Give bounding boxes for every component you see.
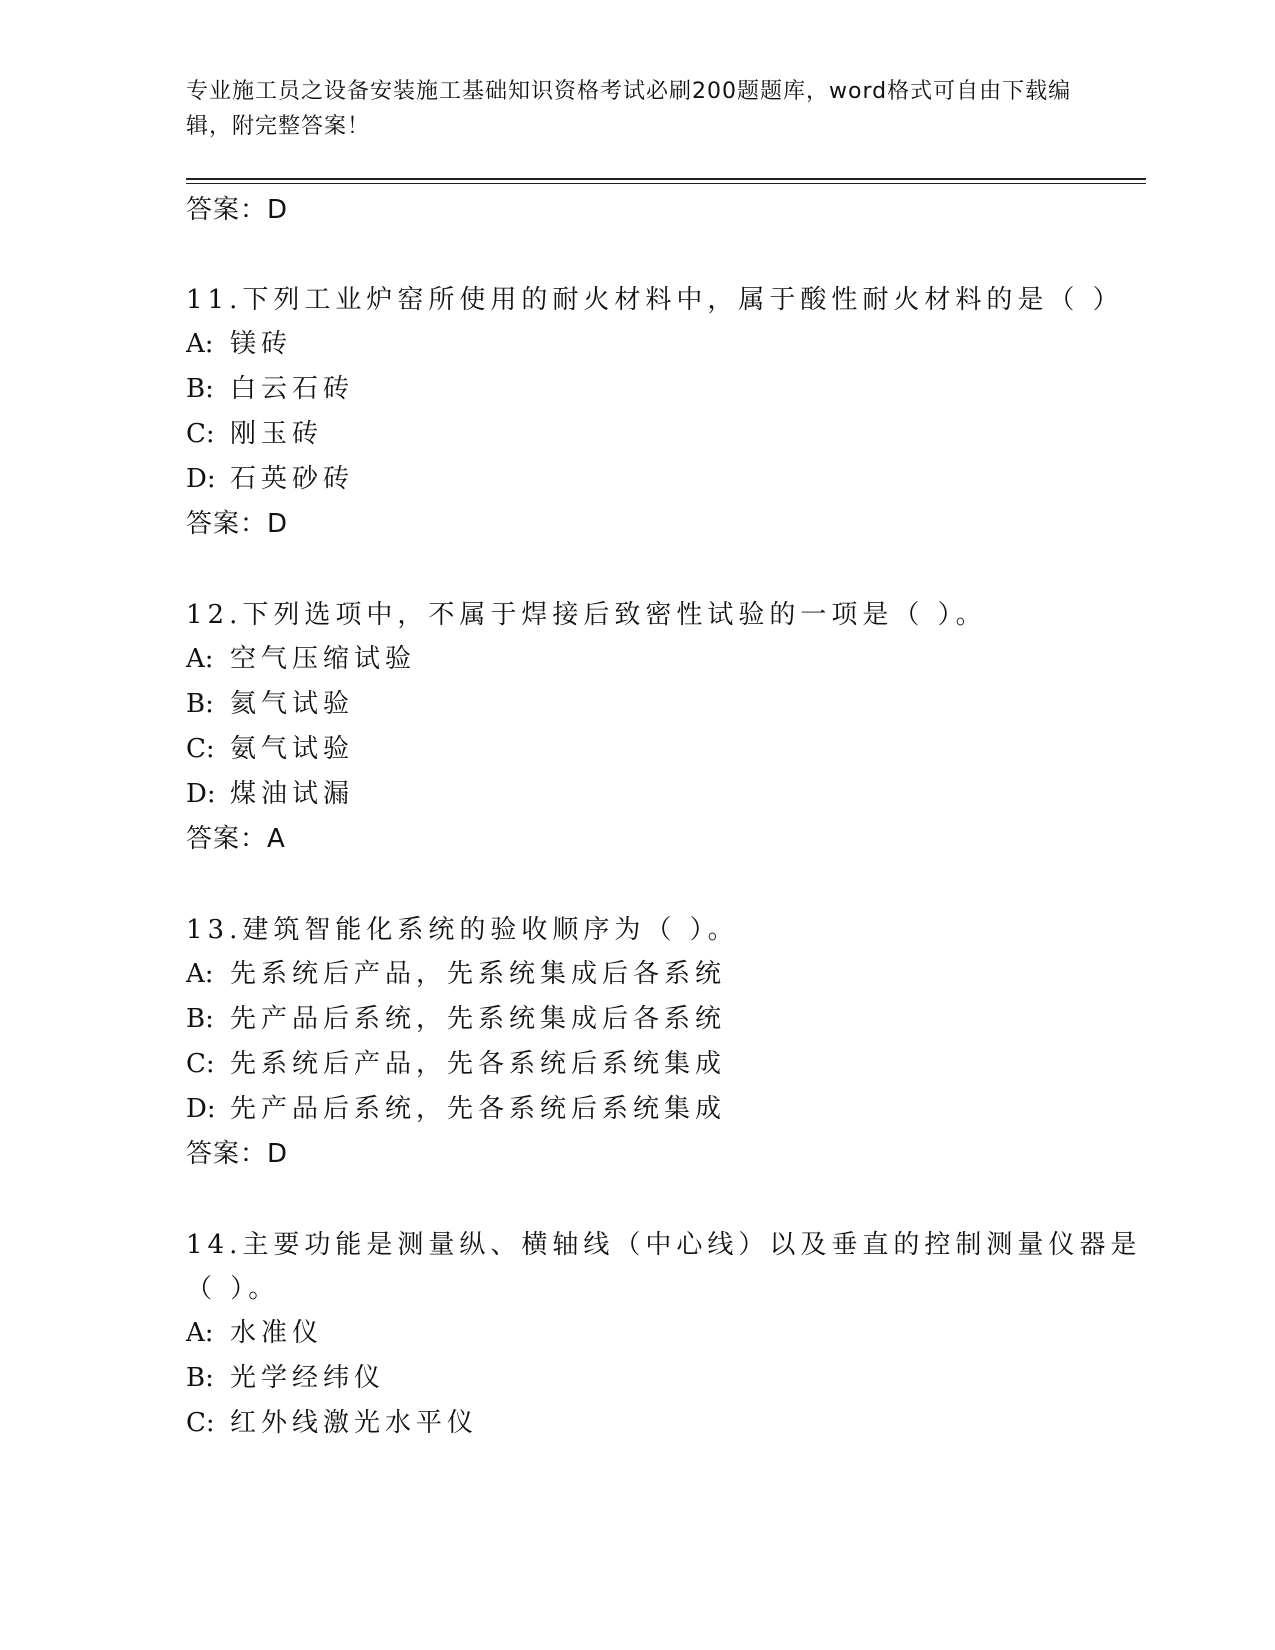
option-key: D: (186, 1094, 216, 1124)
option-text: 氦气试验 (230, 689, 355, 719)
option-text: 煤油试漏 (230, 779, 355, 809)
question-answer: 答案：D (186, 509, 289, 539)
question-stem: 14.主要功能是测量纵、横轴线（中心线）以及垂直的控制测量仪器是（ ）。 (186, 1230, 1142, 1304)
option-key: A: (186, 1318, 214, 1348)
question-item (186, 1223, 1146, 1446)
option-key: C: (186, 1408, 215, 1438)
option-key: C: (186, 1049, 215, 1079)
option-text: 空气压缩试验 (230, 644, 417, 674)
option-a (186, 637, 1146, 682)
question-stem: 12.下列选项中，不属于焊接后致密性试验的一项是（ ）。 (186, 600, 987, 630)
option-b (186, 682, 1146, 727)
option-a (186, 1311, 1146, 1356)
question-stem: 11.下列工业炉窑所使用的耐火材料中，属于酸性耐火材料的是（ ） (186, 285, 1124, 315)
option-key: D: (186, 464, 216, 494)
option-d (186, 1087, 1146, 1132)
option-b (186, 997, 1146, 1042)
option-key: A: (186, 959, 214, 989)
option-text: 先系统后产品，先系统集成后各系统 (230, 959, 727, 989)
question-list (186, 188, 1146, 1446)
question-answer: 答案：D (186, 1139, 289, 1169)
option-a (186, 952, 1146, 997)
option-c (186, 1042, 1146, 1087)
question-answer: 答案：A (186, 824, 286, 854)
question-item (186, 908, 1146, 1177)
option-key: D: (186, 779, 216, 809)
option-c (186, 1401, 1146, 1446)
option-b (186, 1356, 1146, 1401)
option-b (186, 367, 1146, 412)
option-text: 镁砖 (230, 329, 293, 359)
option-key: A: (186, 329, 214, 359)
option-text: 水准仪 (230, 1318, 324, 1348)
header-divider-thick (186, 178, 1146, 180)
option-text: 石英砂砖 (230, 464, 355, 494)
previous-answer: 答案：D (186, 195, 289, 225)
option-key: A: (186, 644, 214, 674)
option-text: 先产品后系统，先系统集成后各系统 (230, 1004, 727, 1034)
option-d (186, 457, 1146, 502)
option-text: 先系统后产品，先各系统后系统集成 (230, 1049, 727, 1079)
option-d (186, 772, 1146, 817)
option-key: B: (186, 689, 214, 719)
question-stem: 13.建筑智能化系统的验收顺序为（ ）。 (186, 915, 739, 945)
option-c (186, 727, 1146, 772)
option-text: 红外线激光水平仪 (230, 1408, 479, 1438)
option-c (186, 412, 1146, 457)
option-key: C: (186, 419, 215, 449)
option-key: C: (186, 734, 215, 764)
option-key: B: (186, 1004, 214, 1034)
option-a (186, 322, 1146, 367)
option-text: 氨气试验 (230, 734, 355, 764)
option-text: 光学经纬仪 (230, 1363, 386, 1393)
header-divider-thin (186, 183, 1146, 184)
document-page (186, 0, 1146, 1650)
option-key: B: (186, 374, 214, 404)
page-header-title: 专业施工员之设备安装施工基础知识资格考试必刷200题题库，word格式可自由下载编辑，附完整答案！ (186, 79, 1072, 139)
question-item (186, 278, 1146, 547)
option-text: 刚玉砖 (230, 419, 324, 449)
question-item (186, 593, 1146, 862)
option-text: 白云石砖 (230, 374, 355, 404)
option-text: 先产品后系统，先各系统后系统集成 (230, 1094, 727, 1124)
option-key: B: (186, 1363, 214, 1393)
